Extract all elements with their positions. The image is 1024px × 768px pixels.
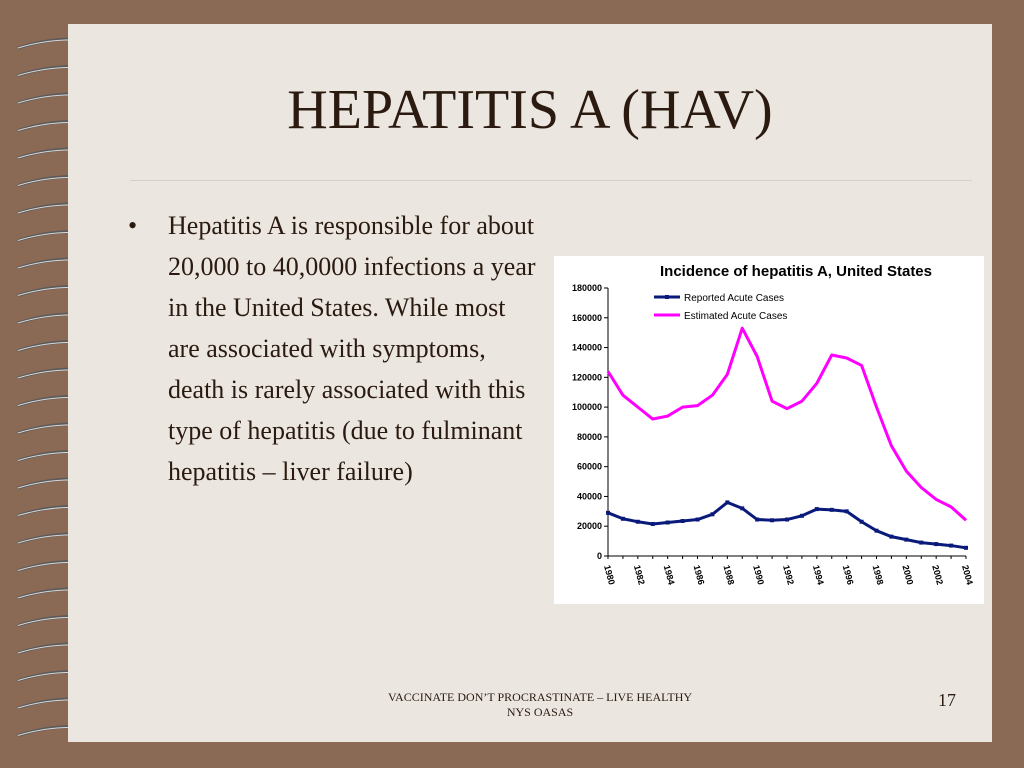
footer-line-2: NYS OASAS (506, 705, 574, 719)
y-tick-label: 40000 (576, 491, 602, 502)
x-tick-label: 2004 (960, 563, 975, 586)
data-point (949, 544, 953, 548)
data-point (651, 522, 655, 526)
y-tick-label: 20000 (576, 521, 602, 532)
series-line-estimated (608, 328, 966, 520)
legend-entry (654, 293, 784, 304)
y-tick-label: 180000 (571, 283, 602, 293)
bullet-marker: • (128, 211, 138, 240)
data-point (860, 520, 864, 524)
y-tick-label: 140000 (571, 342, 602, 353)
footer-line-1: VACCINATE DON’T PROCRASTINATE – LIVE HEALTHY (387, 690, 693, 704)
data-point (710, 512, 714, 516)
data-point (621, 517, 625, 521)
y-tick-label: 0 (596, 551, 602, 561)
chart-svg (554, 256, 984, 604)
bullet-list (128, 205, 538, 492)
data-point (636, 520, 640, 524)
y-tick-label: 160000 (571, 312, 602, 323)
x-tick-label: 1994 (810, 563, 826, 586)
data-point (875, 529, 879, 533)
data-point (666, 521, 670, 525)
data-point (770, 518, 774, 522)
y-tick-label: 60000 (576, 461, 602, 472)
title-divider (130, 180, 972, 181)
data-point (904, 538, 908, 542)
x-tick-label: 1992 (781, 563, 796, 586)
bullet-text: Hepatitis A is responsible for about 20,000 to 40,0000 infections a year in the United States. While most are associated with symptoms, death is rarely associated with this type of hepatitis (due to fulminant hepatitis – liver failure) (168, 211, 536, 486)
data-point (934, 542, 938, 546)
y-tick-label: 80000 (576, 431, 602, 442)
legend-label: Reported Acute Cases (684, 293, 785, 304)
data-point (845, 509, 849, 513)
data-point (964, 546, 968, 550)
x-tick-label: 1984 (661, 563, 677, 586)
x-tick-label: 1996 (840, 563, 856, 586)
data-point (681, 519, 685, 523)
data-point (785, 518, 789, 522)
x-tick-label: 1980 (602, 563, 617, 586)
x-tick-label: 1988 (721, 563, 737, 586)
y-tick-label: 100000 (571, 402, 602, 413)
x-tick-label: 1982 (631, 563, 647, 586)
data-point (919, 541, 923, 545)
data-point (696, 518, 700, 522)
series-line-reported (608, 502, 966, 547)
bullet-item (128, 205, 538, 492)
data-point (800, 514, 804, 518)
data-point (815, 507, 819, 511)
hepatitis-chart (554, 256, 984, 604)
x-tick-label: 1998 (870, 563, 886, 586)
data-point (725, 500, 729, 504)
page-number: 17 (938, 690, 956, 710)
x-tick-label: 1986 (691, 563, 707, 586)
data-point (830, 508, 834, 512)
x-tick-label: 2000 (900, 563, 916, 586)
legend-label: Estimated Acute Cases (684, 311, 788, 322)
legend-entry (654, 311, 787, 322)
data-point (889, 535, 893, 539)
data-point (740, 506, 744, 510)
x-tick-label: 2002 (930, 563, 946, 586)
legend-marker (665, 295, 669, 299)
chart-title: Incidence of hepatitis A, United States (660, 263, 932, 280)
x-tick-label: 1990 (751, 563, 767, 586)
y-tick-label: 120000 (571, 372, 602, 383)
data-point (755, 518, 759, 522)
data-point (606, 511, 610, 515)
footer (330, 690, 750, 720)
slide-title: HEPATITIS A (HAV) (287, 79, 773, 141)
